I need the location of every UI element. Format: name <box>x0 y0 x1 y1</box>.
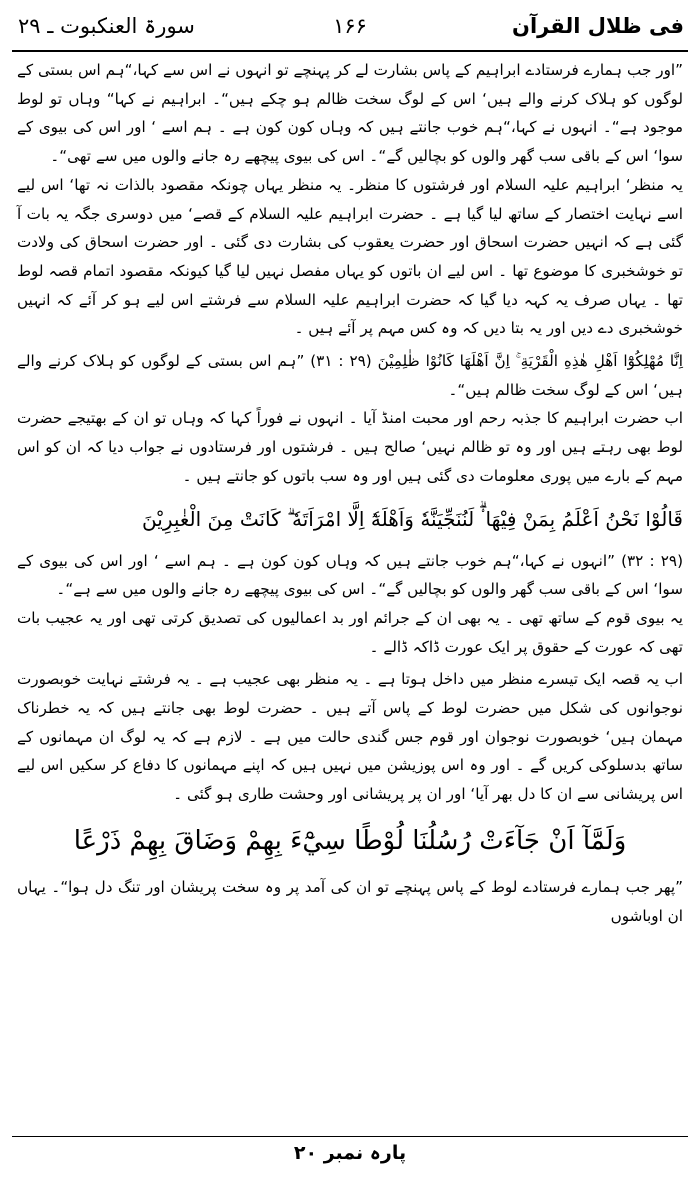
paragraph-1: ”اور جب ہمارے فرستادے ابراہیم کے پاس بشارت لے کر پہنچے تو انہوں نے اس سے کہا،“ہم اس بستی کے لوگوں کو ہلاک کرنے والے ہیں‘ اس کے لوگ سخت ظالم ہو چکے ہیں“۔ ابراہیم نے کہا“ وہاں تو لوط موجود ہے“۔ انہوں نے کہا،“ہم خوب جانتے ہیں کہ وہاں کون کون ہے ۔ ہم اسے ‘ اور اس کی بیوی کے سوا‘ اس کے باقی سب گھر والوں کو بچالیں گے“۔ اس کی بیوی پیچھے رہ جانے والوں میں سے تھی“۔ <box>17 61 683 166</box>
page-header <box>12 12 688 46</box>
paragraph-4: (۲۹ : ۳۲) ”انہوں نے کہا،“ہم خوب جانتے ہیں کہ وہاں کون کون ہے ۔ ہم اسے ‘ اور اس کی بیوی کے سوا‘ اس کے باقی سب گھر والوں کو بچالیں گے“۔ اس کی بیوی پیچھے رہ جانے والوں میں سے ہے“۔ <box>17 551 683 599</box>
page-content <box>17 56 683 1129</box>
paragraph-7: ”پھر جب ہمارے فرستادے لوط کے پاس پہنچے تو ان کی آمد پر وہ سخت پریشان اور تنگ دل ہوا“۔ یہاں ان اوباشوں <box>17 877 683 925</box>
surah-name: سورۃ العنکبوت ـ ۲۹ <box>18 14 195 38</box>
footer-rule <box>12 1136 688 1137</box>
page-number: ۱۶۶ <box>333 14 367 38</box>
ayah-2: قَالُوْا نَحْنُ اَعْلَمُ بِمَنْ فِيْهَا ۟ۗ لَنُنَجِّيَنَّهٗ وَاَهْلَهٗٓ اِلَّا امْرَاَتَهٗ ۗ كَانَتْ مِنَ الْغٰبِرِيْنَ <box>142 506 683 531</box>
book-title: فی ظلال القرآن <box>512 14 684 38</box>
ayah-3: وَلَمَّآ اَنْ جَآءَتْ رُسُلُنَا لُوْطًا سِيْٓءَ بِهِمْ وَضَاقَ بِهِمْ ذَرْعًا <box>73 825 627 856</box>
paragraph-3: اب حضرت ابراہیم کا جذبہ رحم اور محبت امنڈ آیا ۔ انہوں نے فوراً کہا کہ وہاں تو ان کے بھتیجے حضرت لوط بھی رہتے ہیں اور وہ تو ظالم نہیں‘ صالح ہیں ۔ فرشتوں اور فرستادوں نے جواب دیا کہ ان کو اس مہم کے بارے میں پوری معلومات دی گئی ہیں اور وہ سب باتوں کو جانتے ہیں ۔ <box>17 409 683 485</box>
paragraph-2: یہ منظر‘ ابراہیم علیہ السلام اور فرشتوں کا منظر۔ یہ منظر یہاں چونکہ مقصود بالذات نہ تھا‘ اس لیے اسے نہایت اختصار کے ساتھ لیا گیا ہے ۔ حضرت ابراہیم علیہ السلام کے قصے‘ میں دوسری جگہ یہ بات آ گئی ہے کہ انہیں حضرت اسحاق اور حضرت یعقوب کی بشارت دی گئی ۔ اور حضرت اسحاق کی ولادت تو خوشخبری کا موضوع تھا ۔ اس لیے ان باتوں کو یہاں مفصل نہیں لیا گیا کیونکہ مقصود اتمام قصہ لوط تھا ۔ یہاں صرف یہ کہہ دیا گیا کہ حضرت ابراہیم علیہ السلام سے فرشتے اس لیے ہو کر آئے کہ انہیں خوشخبری دے دیں اور یہ بتا دیں کہ وہ کس مہم پر آئے ہیں ۔ <box>17 175 683 338</box>
para-number: پارہ نمبر ۲۰ <box>293 1142 407 1164</box>
header-rule <box>12 50 688 52</box>
paragraph-6: اب یہ قصہ ایک تیسرے منظر میں داخل ہوتا ہے ۔ یہ منظر بھی عجیب ہے ۔ یہ فرشتے نہایت خوبصورت نوجوانوں کی شکل میں حضرت لوط کے پاس آتے ہیں ۔ حضرت لوط بھی جانتے ہیں کہ یہ خطرناک مہمان ہیں‘ خوبصورت نوجوان اور قوم جس گندی حالت میں ہے ۔ لازم ہے کہ یہ لوگ ان مہمانوں کے ساتھ بدسلوکی کریں گے ۔ اور وہ اس پوزیشن میں نہیں ہیں کہ اپنے مہمانوں کا دفاع کر سکیں اس لیے اس پریشانی سے ان کا دل بھر آیا‘ اور ان پر پریشانی اور وحشت طاری ہو گئی ۔ <box>17 670 683 804</box>
paragraph-5: یہ بیوی قوم کے ساتھ تھی ۔ یہ بھی ان کے جرائم اور بد اعمالیوں کی تصدیق کرتی تھی اور یہ عجیب بات تھی کہ عورت کے حقوق پر ایک عورت ڈاکہ ڈالے ۔ <box>17 608 683 656</box>
ayah-1-block: اِنَّا مُهْلِكُوْٓا اَهْلِ هٰذِهِ الْقَرْيَةِ ۚ اِنَّ اَهْلَهَا كَانُوْا ظٰلِمِيْنَ (۲۹ : ۳۱) ”ہم اس بستی کے لوگوں کو ہلاک کرنے والے ہیں‘ اس کے لوگ سخت ظالم ہیں“۔ <box>17 352 683 399</box>
